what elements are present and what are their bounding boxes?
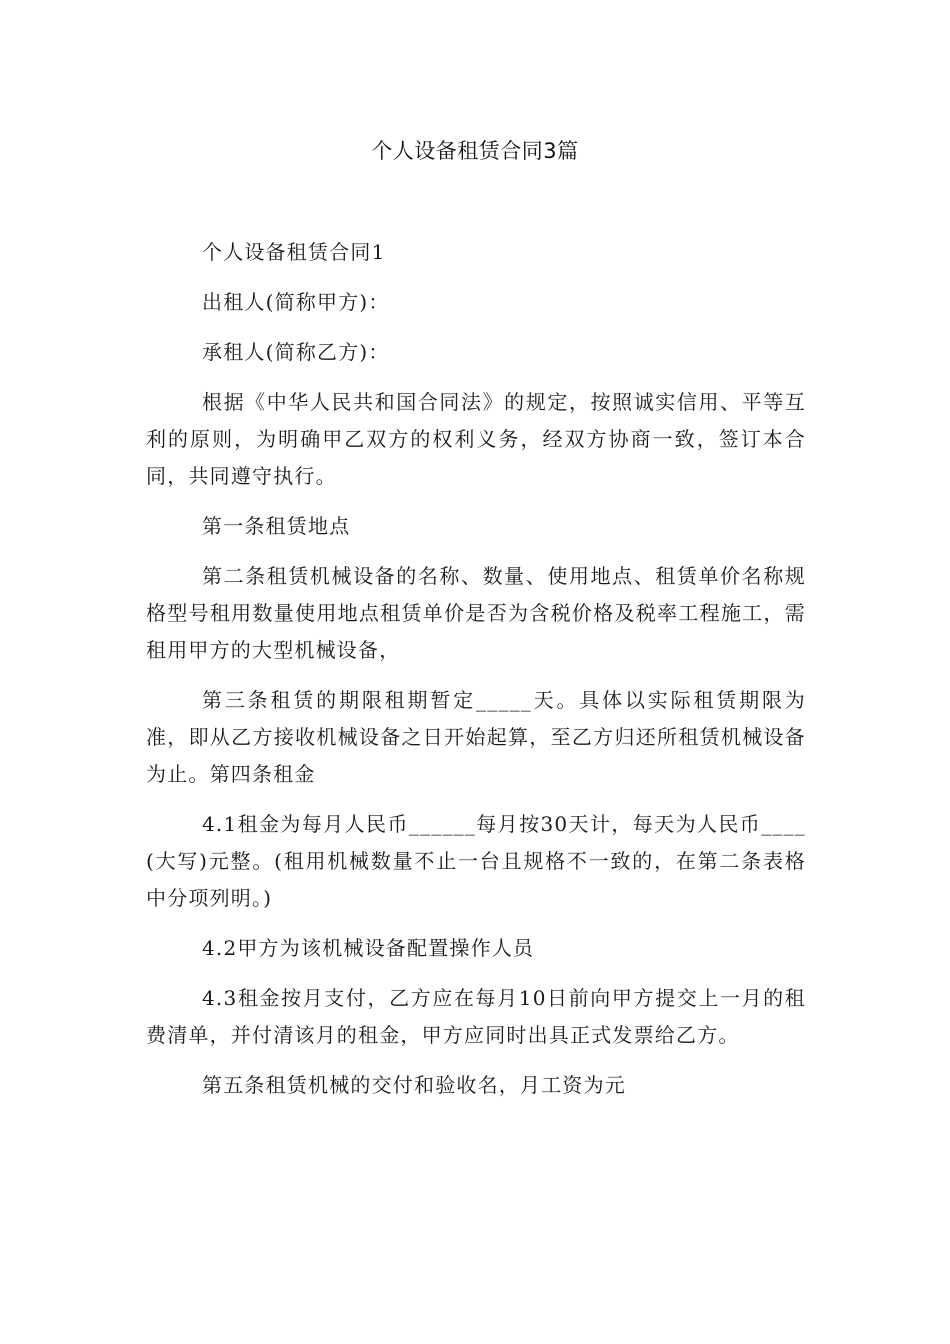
paragraph-lessee: 承租人(简称乙方)： (202, 340, 390, 364)
paragraph-article-1: 第一条租赁地点 (202, 514, 351, 538)
paragraph-preamble: 根据《中华人民共和国合同法》的规定，按照诚实信用、平等互利的原则，为明确甲乙双方的权利义务，经双方协商一致，签订本合同，共同遵守执行。 (146, 390, 806, 488)
document-title: 个人设备租赁合同3篇 (371, 139, 579, 163)
paragraph-article-2: 第二条租赁机械设备的名称、数量、使用地点、租赁单价名称规格型号租用数量使用地点租赁单价是否为含税价格及税率工程施工，需租用甲方的大型机械设备， (146, 564, 806, 662)
document-body (146, 234, 806, 1117)
paragraph-article-3: 第三条租赁的期限租期暂定_____天。具体以实际租赁期限为准，即从乙方接收机械设备之日开始起算，至乙方归还所租赁机械设备为止。第四条租金 (146, 688, 806, 786)
paragraph-lessor: 出租人(简称甲方)： (202, 290, 390, 314)
paragraph-clause-4-2: 4.2甲方为该机械设备配置操作人员 (202, 936, 535, 960)
paragraph-article-5: 第五条租赁机械的交付和验收名，月工资为元 (202, 1073, 626, 1097)
paragraph-clause-4-3: 4.3租金按月支付，乙方应在每月10日前向甲方提交上一月的租费清单，并付清该月的租金，甲方应同时出具正式发票给乙方。 (146, 986, 806, 1047)
paragraph-contract-heading: 个人设备租赁合同1 (202, 240, 386, 264)
paragraph-clause-4-1: 4.1租金为每月人民币______每月按30天计，每天为人民币____(大写)元整。(租用机械数量不止一台且规格不一致的，在第二条表格中分项列明。) (146, 812, 806, 910)
